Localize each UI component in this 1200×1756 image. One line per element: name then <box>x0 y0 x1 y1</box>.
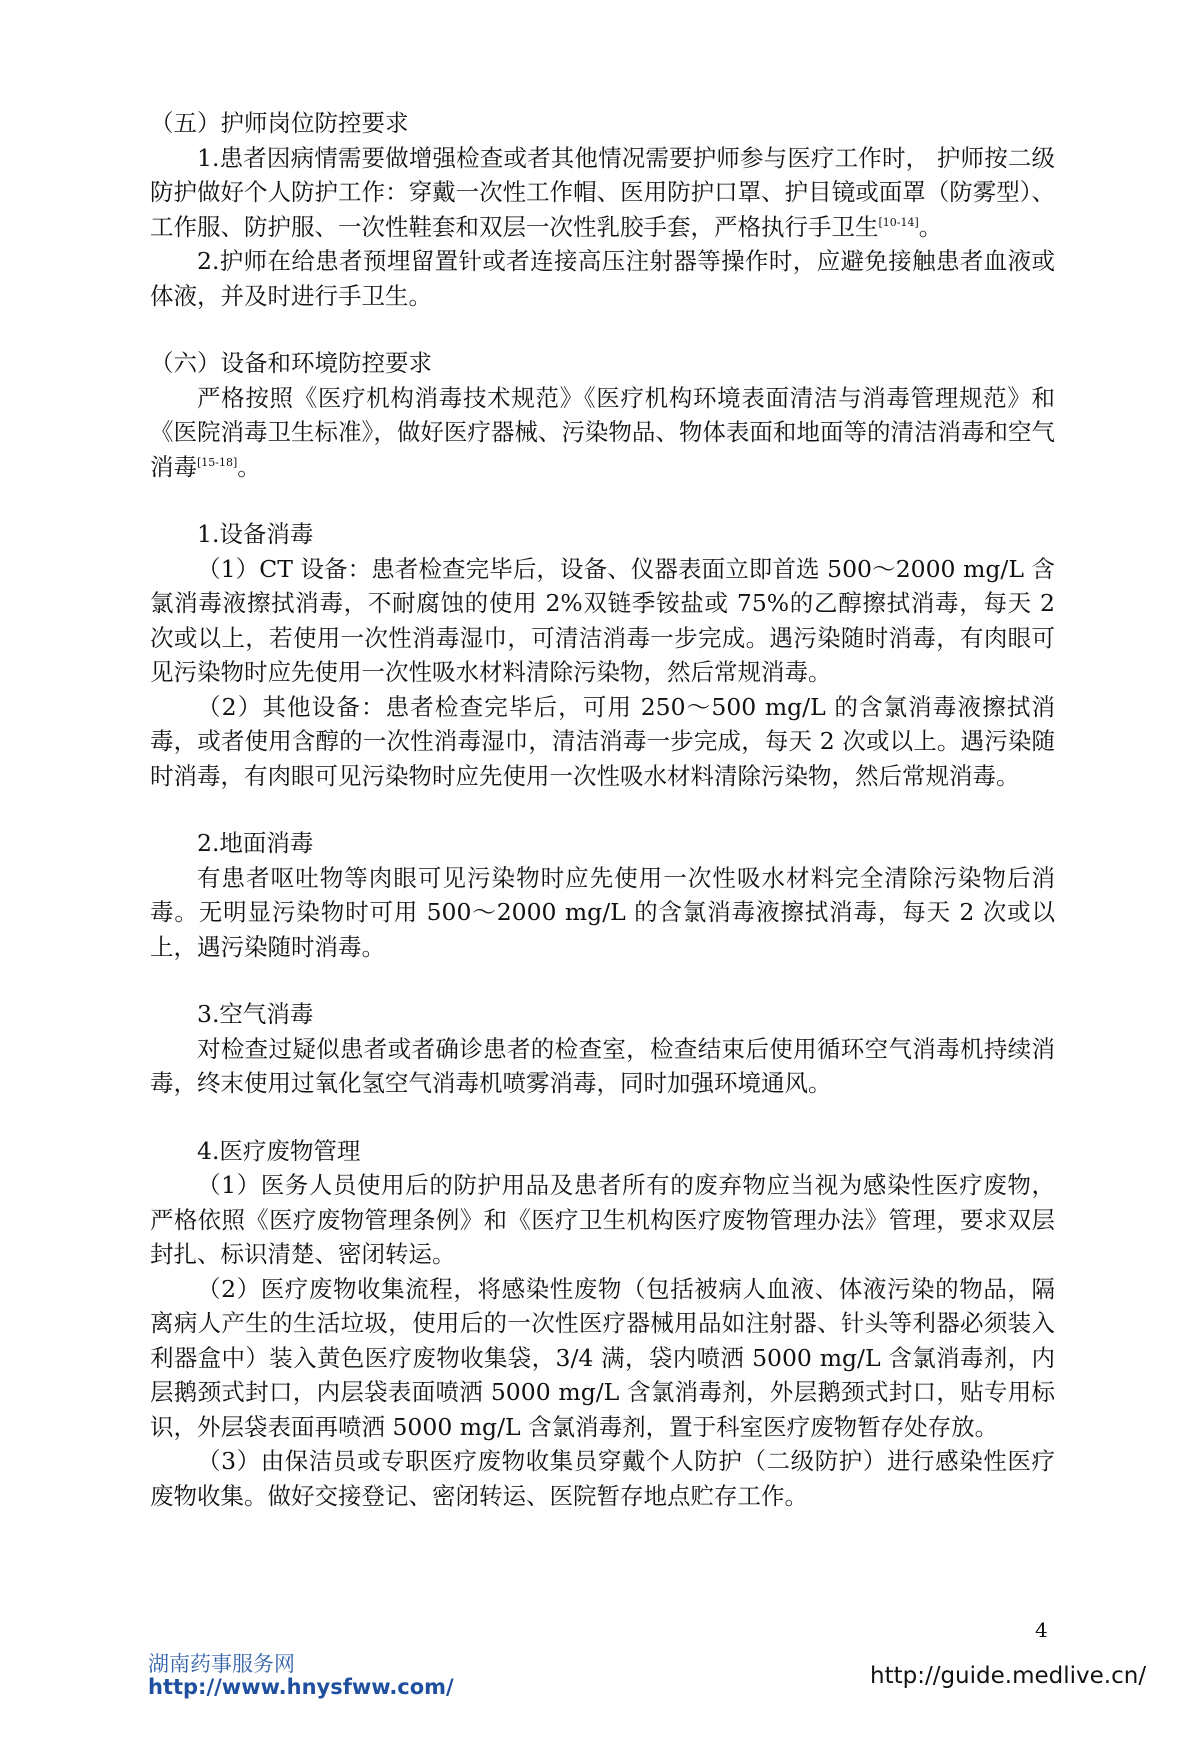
paragraph-ct-equipment: （1）CT 设备：患者检查完毕后，设备、仪器表面立即首选 500～2000 mg/L 含氯消毒液擦拭消毒，不耐腐蚀的使用 2%双链季铵盐或 75%的乙醇擦拭消毒，每天 2 次或以上，若使用一次性消毒湿巾，可清洁消毒一步完成。遇污染随时消毒，有肉眼可见污染物时应先使用一次性吸水材料清除污染物，然后常规消毒。 <box>150 554 1055 686</box>
subheading-air-disinfection: 3.空气消毒 <box>197 1000 314 1028</box>
footer-right-link[interactable]: http://guide.medlive.cn/ <box>870 1663 1147 1689</box>
paragraph-end: 。 <box>918 212 943 241</box>
paragraph-text: 1.患者因病情需要做增强检查或者其他情况需要护师参与医疗工作时， 护师按二级防护做好个人防护工作：穿戴一次性工作帽、医用防护口罩、护目镜或面罩（防雾型）、工作服、防护服、一次性鞋套和双层一次性乳胶手套，严格执行手卫生 <box>150 143 1055 241</box>
section-heading-equipment-environment: （六）设备和环境防控要求 <box>150 349 432 377</box>
reference-citation: [10-14] <box>878 215 919 229</box>
paragraph-end: 。 <box>237 452 261 481</box>
spacer <box>150 1101 1055 1134</box>
paragraph-waste-collector: （3）由保洁员或专职医疗废物收集员穿戴个人防护（二级防护）进行感染性医疗废物收集。做好交接登记、密闭转运、医院暂存地点贮存工作。 <box>150 1447 1055 1510</box>
document-body <box>150 106 1055 1513</box>
footer-left-link[interactable]: http://www.hnysfww.com/ <box>148 1675 454 1699</box>
spacer <box>150 964 1055 997</box>
paragraph-disinfection-standards <box>150 381 1055 485</box>
spacer <box>150 484 1055 517</box>
spacer <box>150 793 1055 826</box>
paragraph-waste-classification: （1）医务人员使用后的防护用品及患者所有的废弃物应当视为感染性医疗废物，严格依照《医疗废物管理条例》和《医疗卫生机构医疗废物管理办法》管理，要求双层封扎、标识清楚、密闭转运。 <box>150 1171 1055 1268</box>
subheading-equipment-disinfection: 1.设备消毒 <box>197 520 314 548</box>
paragraph-floor-disinfection: 有患者呕吐物等肉眼可见污染物时应先使用一次性吸水材料完全清除污染物后消毒。无明显污染物时可用 500～2000 mg/L 的含氯消毒液擦拭消毒，每天 2 次或以上，遇污染随时消毒。 <box>150 863 1055 961</box>
paragraph-waste-collection-process: （2）医疗废物收集流程，将感染性废物（包括被病人血液、体液污染的物品，隔离病人产生的生活垃圾，使用后的一次性医疗器械用品如注射器、针头等利器必须装入利器盒中）装入黄色医疗废物收集袋，3/4 满，袋内喷洒 5000 mg/L 含氯消毒剂，内层鹅颈式封口，内层袋表面喷洒 5000 mg/L 含氯消毒剂，外层鹅颈式封口，贴专用标识，外层袋表面再喷洒 5000 mg/L 含氯消毒剂，置于科室医疗废物暂存处存放。 <box>150 1274 1055 1441</box>
reference-citation: [15-18] <box>197 455 238 469</box>
page-number: 4 <box>1035 1618 1048 1642</box>
spacer <box>150 313 1055 346</box>
paragraph-text: 严格按照《医疗机构消毒技术规范》《医疗机构环境表面清洁与消毒管理规范》和《医院消毒卫生标准》，做好医疗器械、污染物品、物体表面和地面等的清洁消毒和空气消毒 <box>150 383 1055 481</box>
paragraph-air-disinfection: 对检查过疑似患者或者确诊患者的检查室，检查结束后使用循环空气消毒机持续消毒，终末使用过氧化氢空气消毒机喷雾消毒，同时加强环境通风。 <box>150 1034 1055 1097</box>
paragraph-nurse-protection <box>150 141 1055 245</box>
subheading-floor-disinfection: 2.地面消毒 <box>197 829 314 857</box>
subheading-medical-waste: 4.医疗废物管理 <box>197 1136 361 1165</box>
section-heading-nurse-requirements: （五）护师岗位防控要求 <box>150 109 409 137</box>
paragraph-nurse-injection: 2.护师在给患者预埋留置针或者连接高压注射器等操作时，应避免接触患者血液或体液，并及时进行手卫生。 <box>150 247 1055 310</box>
footer-site-name: 湖南药事服务网 <box>148 1652 295 1676</box>
paragraph-other-equipment: （2）其他设备：患者检查完毕后，可用 250～500 mg/L 的含氯消毒液擦拭消毒，或者使用含醇的一次性消毒湿巾，清洁消毒一步完成，每天 2 次或以上。遇污染随时消毒，有肉眼可见污染物时应先使用一次性吸水材料清除污染物，然后常规消毒。 <box>150 692 1055 790</box>
